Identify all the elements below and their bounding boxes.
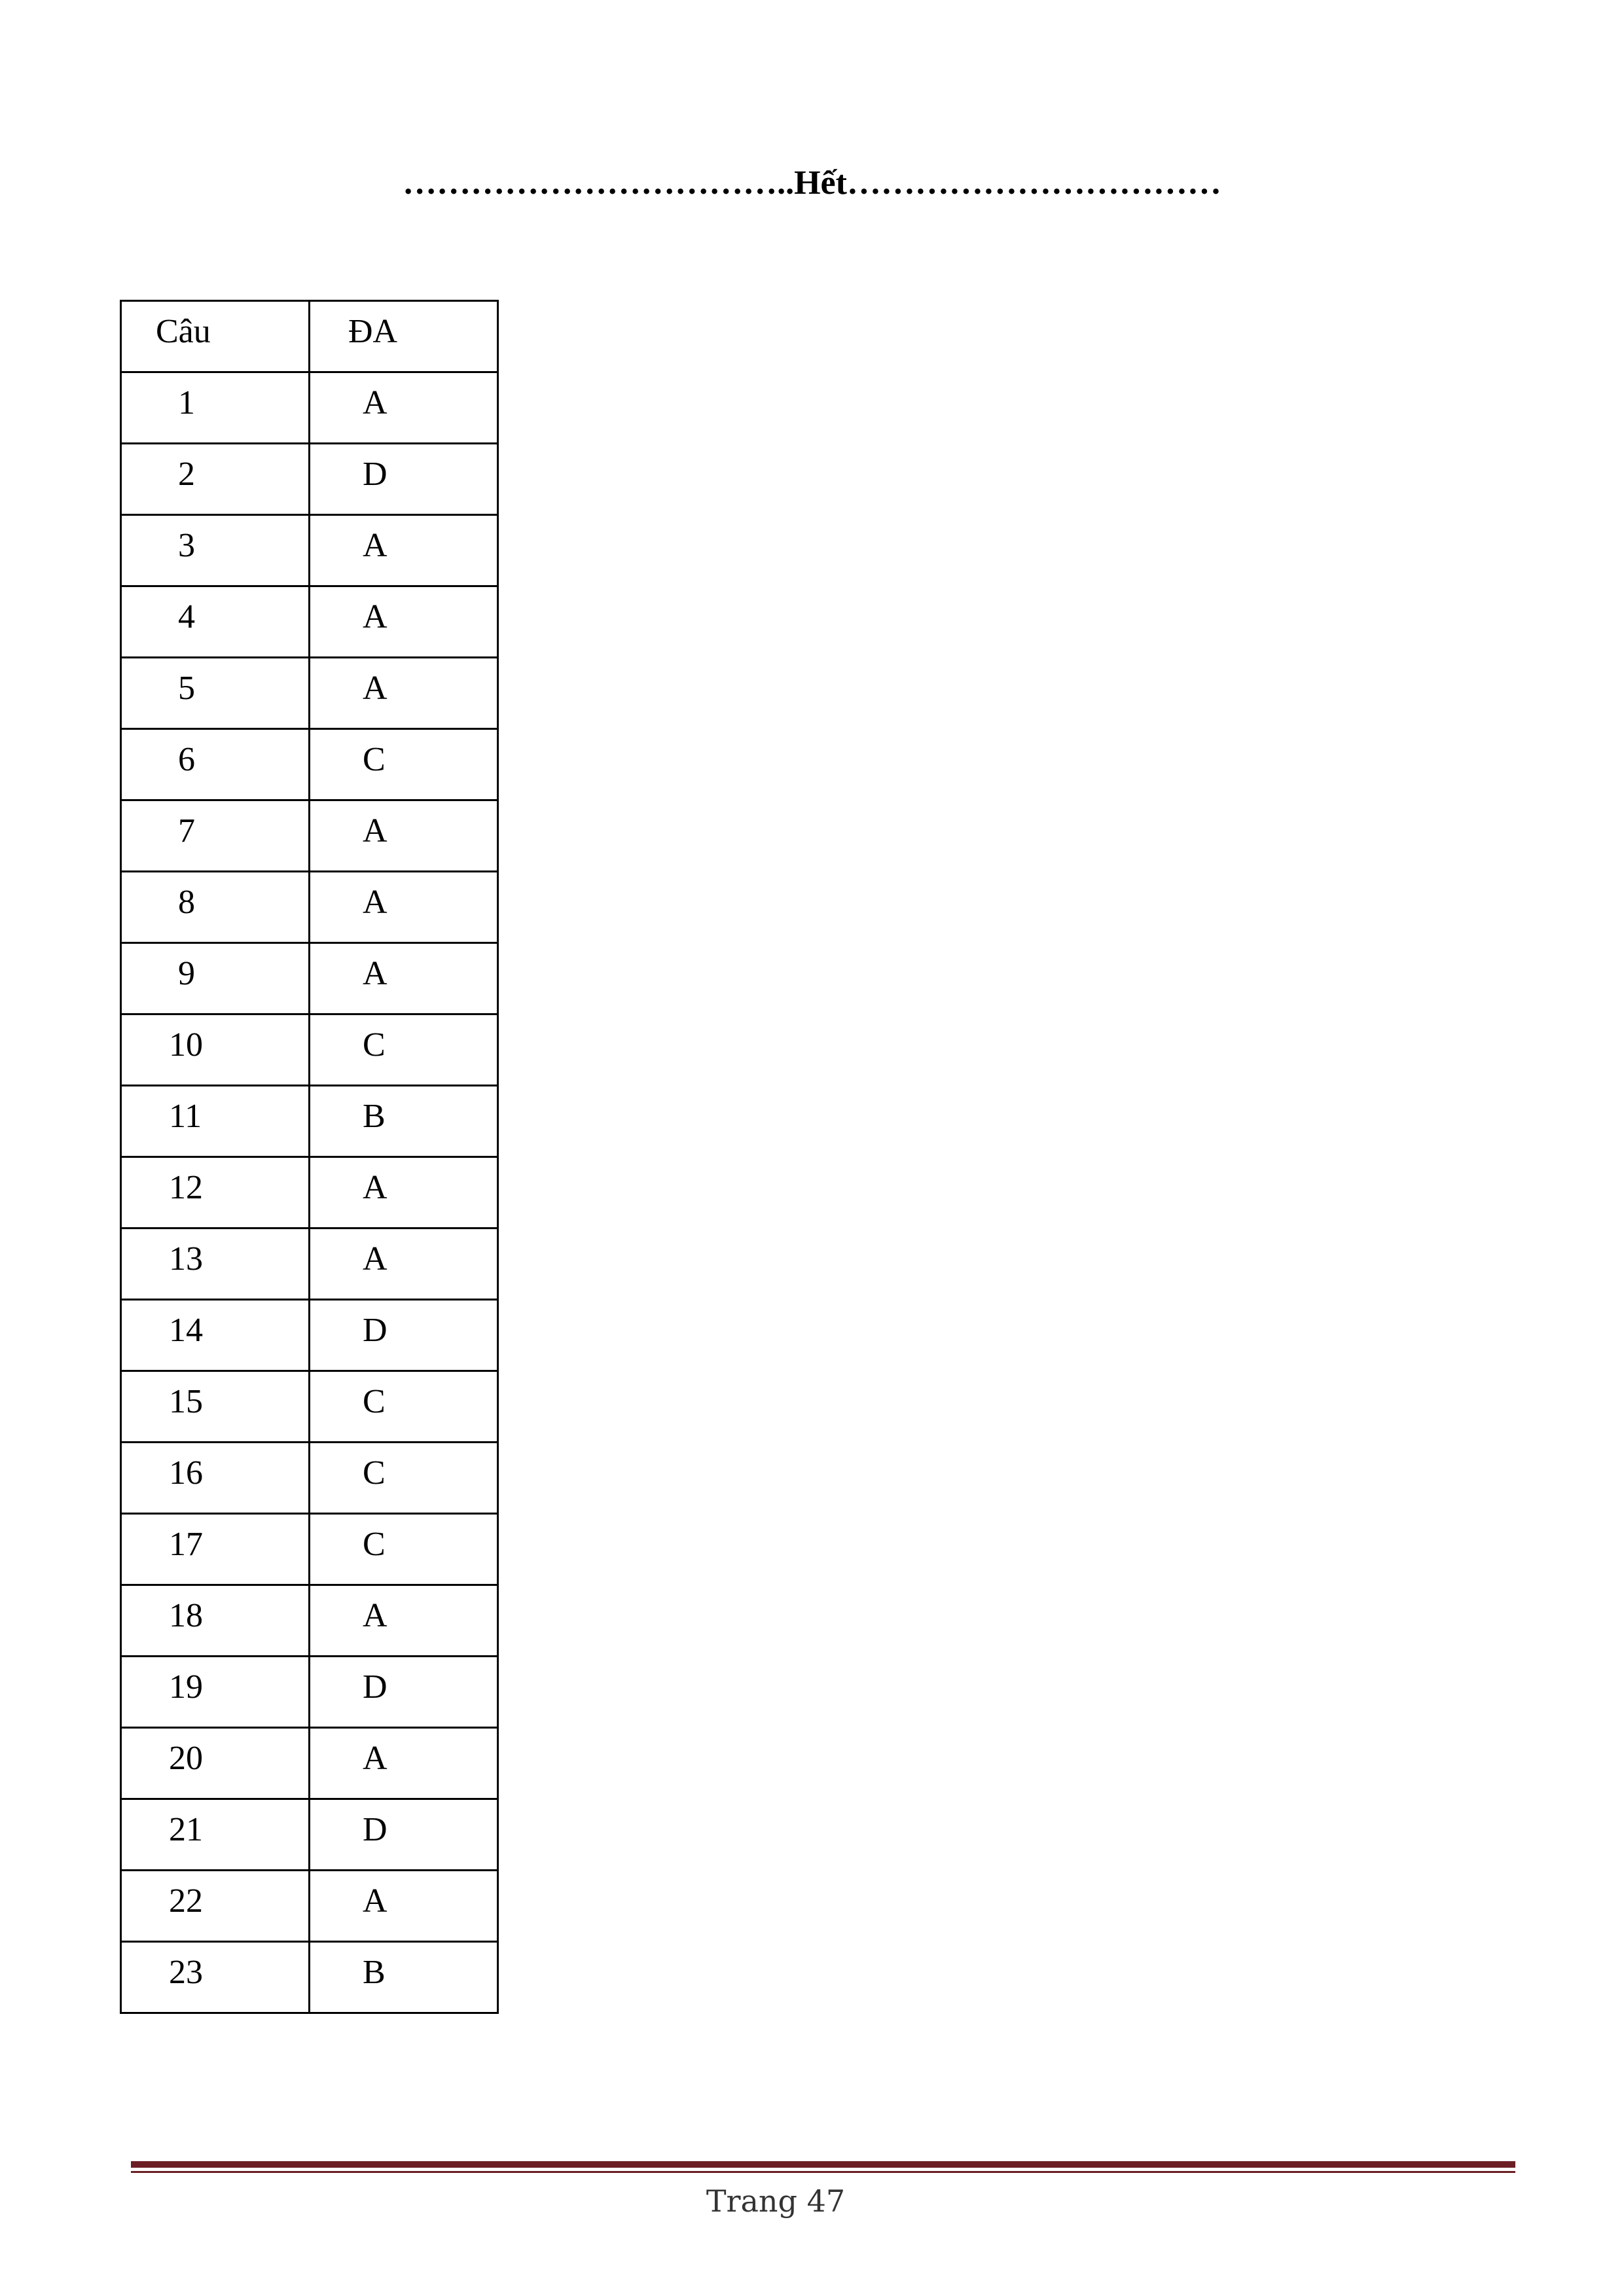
answer-cell bbox=[310, 1157, 498, 1229]
question-number-cell bbox=[121, 800, 310, 872]
answer-cell bbox=[310, 515, 498, 586]
question-number: 3 bbox=[178, 527, 195, 564]
table-row bbox=[121, 872, 498, 943]
question-number: 2 bbox=[178, 456, 195, 493]
answer-key-table bbox=[120, 300, 499, 2014]
answer-letter: B bbox=[363, 1954, 386, 1991]
question-number: 9 bbox=[178, 955, 195, 992]
question-number-cell bbox=[121, 872, 310, 943]
question-number: 4 bbox=[178, 598, 195, 636]
table-row bbox=[121, 586, 498, 658]
question-number: 10 bbox=[169, 1026, 203, 1064]
table-row bbox=[121, 372, 498, 444]
table-row bbox=[121, 1086, 498, 1157]
question-number-cell bbox=[121, 1086, 310, 1157]
answer-cell bbox=[310, 1229, 498, 1300]
question-number: 11 bbox=[169, 1098, 202, 1135]
question-number-cell bbox=[121, 943, 310, 1014]
answer-cell bbox=[310, 943, 498, 1014]
table-row bbox=[121, 1514, 498, 1585]
question-number: 19 bbox=[169, 1668, 203, 1706]
answer-cell bbox=[310, 372, 498, 444]
question-number-cell bbox=[121, 1942, 310, 2013]
table-header-row bbox=[121, 301, 498, 372]
answer-letter: A bbox=[363, 527, 388, 564]
table-row bbox=[121, 729, 498, 800]
question-number-cell bbox=[121, 1657, 310, 1728]
answer-letter: A bbox=[363, 884, 388, 921]
answer-cell bbox=[310, 729, 498, 800]
question-number: 22 bbox=[169, 1882, 203, 1920]
table-row bbox=[121, 444, 498, 515]
table-row bbox=[121, 1657, 498, 1728]
answer-letter: C bbox=[363, 1454, 386, 1492]
answer-cell bbox=[310, 872, 498, 943]
answer-letter: A bbox=[363, 812, 388, 850]
question-number: 17 bbox=[169, 1526, 203, 1563]
question-number-cell bbox=[121, 515, 310, 586]
question-number-cell bbox=[121, 1443, 310, 1514]
question-number: 23 bbox=[169, 1954, 203, 1991]
question-number-cell bbox=[121, 1014, 310, 1086]
question-number-cell bbox=[121, 658, 310, 729]
answer-cell bbox=[310, 1371, 498, 1443]
answer-letter: C bbox=[363, 1526, 386, 1563]
answer-letter: C bbox=[363, 1026, 386, 1064]
question-number: 13 bbox=[169, 1240, 203, 1278]
question-number: 7 bbox=[178, 812, 195, 850]
question-number-cell bbox=[121, 1300, 310, 1371]
answer-cell bbox=[310, 800, 498, 872]
answer-cell bbox=[310, 1871, 498, 1942]
answer-letter: A bbox=[363, 384, 388, 422]
answer-letter: A bbox=[363, 670, 388, 707]
table-row bbox=[121, 658, 498, 729]
table-row bbox=[121, 1585, 498, 1657]
question-number-cell bbox=[121, 1871, 310, 1942]
answer-letter: A bbox=[363, 1240, 388, 1278]
answer-cell bbox=[310, 1942, 498, 2013]
question-number: 16 bbox=[169, 1454, 203, 1492]
table-row bbox=[121, 943, 498, 1014]
question-number: 5 bbox=[178, 670, 195, 707]
answer-letter: A bbox=[363, 1740, 388, 1777]
answer-cell bbox=[310, 1657, 498, 1728]
answer-cell bbox=[310, 1728, 498, 1799]
table-row bbox=[121, 1871, 498, 1942]
question-number: 21 bbox=[169, 1811, 203, 1848]
table-row bbox=[121, 1799, 498, 1871]
question-number-cell bbox=[121, 586, 310, 658]
question-number: 15 bbox=[169, 1383, 203, 1420]
table-row bbox=[121, 1229, 498, 1300]
question-number-cell bbox=[121, 1728, 310, 1799]
question-number-cell bbox=[121, 372, 310, 444]
answer-letter: D bbox=[363, 456, 388, 493]
question-number-cell bbox=[121, 1229, 310, 1300]
question-number-cell bbox=[121, 1585, 310, 1657]
answer-cell bbox=[310, 444, 498, 515]
question-number-cell bbox=[121, 1514, 310, 1585]
table-row bbox=[121, 1157, 498, 1229]
answer-cell bbox=[310, 658, 498, 729]
answer-cell bbox=[310, 586, 498, 658]
table-row bbox=[121, 1371, 498, 1443]
question-number-cell bbox=[121, 1799, 310, 1871]
question-number-cell bbox=[121, 1157, 310, 1229]
footer-rule bbox=[131, 2161, 1515, 2168]
answer-letter: D bbox=[363, 1668, 388, 1706]
answer-letter: B bbox=[363, 1098, 386, 1135]
answer-cell bbox=[310, 1443, 498, 1514]
table-row bbox=[121, 1300, 498, 1371]
question-number-cell bbox=[121, 444, 310, 515]
question-number: 12 bbox=[169, 1169, 203, 1206]
end-marker: ……………………………..Hết…………………………… bbox=[403, 164, 1221, 202]
answer-letter: A bbox=[363, 1597, 388, 1634]
question-number: 14 bbox=[169, 1312, 203, 1349]
header-cell-answer bbox=[310, 301, 498, 372]
answer-letter: C bbox=[363, 1383, 386, 1420]
question-number-cell bbox=[121, 1371, 310, 1443]
answer-cell bbox=[310, 1799, 498, 1871]
question-number: 20 bbox=[169, 1740, 203, 1777]
question-number: 1 bbox=[178, 384, 195, 422]
header-cell-question bbox=[121, 301, 310, 372]
table-row bbox=[121, 515, 498, 586]
answer-letter: A bbox=[363, 955, 388, 992]
question-number: 18 bbox=[169, 1597, 203, 1634]
table-row bbox=[121, 800, 498, 872]
table-row bbox=[121, 1728, 498, 1799]
question-number-cell bbox=[121, 729, 310, 800]
footer-rule-thin bbox=[131, 2171, 1515, 2173]
table-row bbox=[121, 1942, 498, 2013]
question-number: 6 bbox=[178, 741, 195, 778]
answer-cell bbox=[310, 1585, 498, 1657]
answer-letter: A bbox=[363, 1882, 388, 1920]
question-number: 8 bbox=[178, 884, 195, 921]
answer-letter: D bbox=[363, 1312, 388, 1349]
answer-letter: D bbox=[363, 1811, 388, 1848]
answer-letter: A bbox=[363, 598, 388, 636]
header-answer-label: ĐA bbox=[348, 313, 398, 350]
answer-cell bbox=[310, 1014, 498, 1086]
answer-cell bbox=[310, 1086, 498, 1157]
answer-cell bbox=[310, 1514, 498, 1585]
table-row bbox=[121, 1014, 498, 1086]
table-row bbox=[121, 1443, 498, 1514]
page-number: Trang 47 bbox=[706, 2183, 846, 2219]
answer-cell bbox=[310, 1300, 498, 1371]
header-question-label: Câu bbox=[156, 313, 211, 350]
answer-letter: A bbox=[363, 1169, 388, 1206]
answer-letter: C bbox=[363, 741, 386, 778]
